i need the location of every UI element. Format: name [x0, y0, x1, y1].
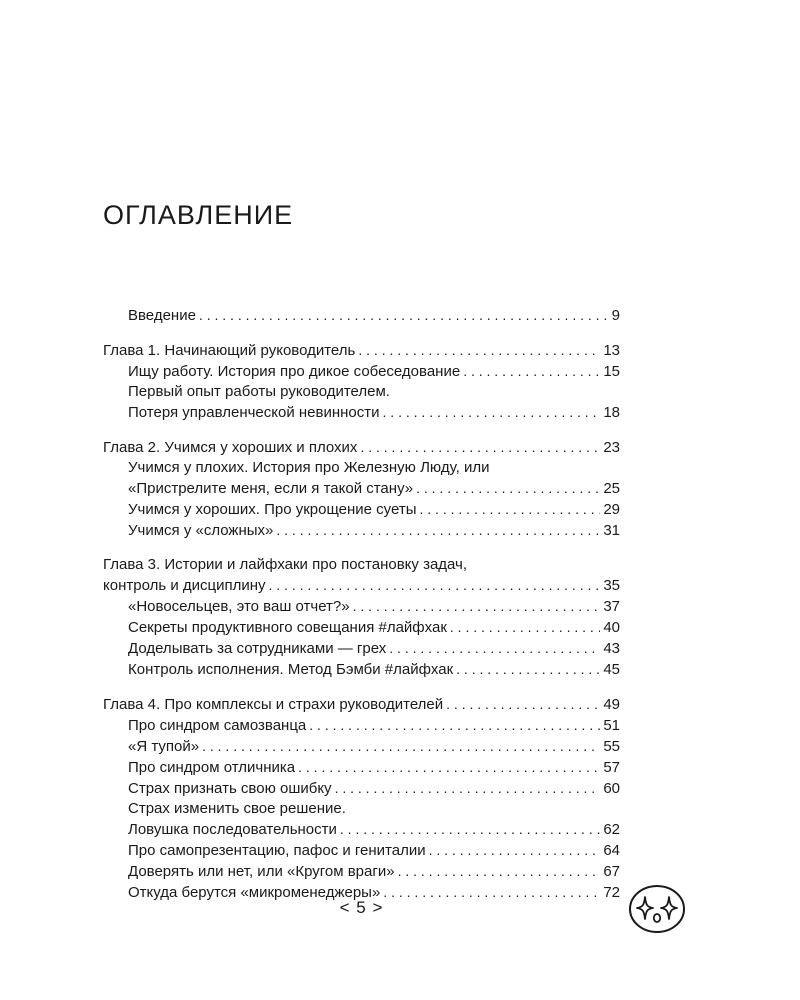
- toc-entry-line: Учимся у плохих. История про Железную Люду, или: [128, 459, 490, 476]
- toc-entry-title: Секреты продуктивного совещания #лайфхак: [128, 619, 447, 636]
- dot-leader: [389, 638, 600, 659]
- toc-subentry[interactable]: [103, 520, 620, 541]
- toc-page-number: 67: [603, 863, 620, 880]
- toc-page-number: 55: [603, 738, 620, 755]
- toc-entry-title: Глава 2. Учимся у хороших и плохих: [103, 439, 358, 456]
- toc-page-number: 37: [603, 598, 620, 615]
- toc-subentry[interactable]: [103, 840, 620, 861]
- toc-group: [103, 305, 620, 326]
- dot-leader: [276, 520, 600, 541]
- toc-chapter-entry[interactable]: [103, 575, 620, 596]
- dot-leader: [456, 659, 600, 680]
- toc-subentry[interactable]: [103, 402, 620, 423]
- toc-group: [103, 437, 620, 541]
- toc-page-number: 64: [603, 842, 620, 859]
- toc-entry-title: Глава 1. Начинающий руководитель: [103, 342, 356, 359]
- toc-page-number: 45: [603, 661, 620, 678]
- toc-entry-title: Учимся у «сложных»: [128, 522, 274, 539]
- toc-page-number: 31: [603, 522, 620, 539]
- toc-page-number: 51: [603, 717, 620, 734]
- toc-entry-line: Глава 3. Истории и лайфхаки про постановку задач,: [103, 556, 468, 573]
- toc-entry-title: Доверять или нет, или «Кругом враги»: [128, 863, 395, 880]
- toc-entry-title: «Пристрелите меня, если я такой стану»: [128, 480, 414, 497]
- toc-page-number: 72: [603, 884, 620, 901]
- dot-leader: [199, 305, 609, 326]
- toc-entry-title: контроль и дисциплину: [103, 577, 266, 594]
- toc-page-number: 29: [603, 501, 620, 518]
- sparkle-face-badge-icon: [627, 883, 687, 935]
- dot-leader: [463, 361, 600, 382]
- toc-page-number: 57: [603, 759, 620, 776]
- toc-subentry[interactable]: [103, 819, 620, 840]
- toc-entry-title: «Я тупой»: [128, 738, 200, 755]
- dot-leader: [340, 819, 600, 840]
- toc-subentry[interactable]: [103, 736, 620, 757]
- toc-entry-title: Глава 4. Про комплексы и страхи руководителей: [103, 696, 444, 713]
- toc-page-number: 35: [603, 577, 620, 594]
- toc-subentry[interactable]: [103, 305, 620, 326]
- toc-group: [103, 340, 620, 423]
- toc-page-number: 23: [603, 439, 620, 456]
- dot-leader: [298, 757, 600, 778]
- toc-chapter-entry[interactable]: [103, 437, 620, 458]
- toc-entry-title: Откуда берутся «микроменеджеры»: [128, 884, 381, 901]
- dot-leader: [416, 478, 600, 499]
- dot-leader: [202, 736, 600, 757]
- toc-entry-title: Про самопрезентацию, пафос и гениталии: [128, 842, 426, 859]
- toc-chapter-entry[interactable]: [103, 340, 620, 361]
- toc-subentry[interactable]: [103, 499, 620, 520]
- toc-entry-line: Первый опыт работы руководителем.: [128, 383, 390, 400]
- toc-entry-title: Ловушка последовательности: [128, 821, 337, 838]
- dot-leader: [420, 499, 601, 520]
- toc-subentry[interactable]: [103, 478, 620, 499]
- toc-entry-title: Доделывать за сотрудниками — грех: [128, 640, 387, 657]
- toc-subentry[interactable]: [103, 617, 620, 638]
- toc-entry-title: Учимся у хороших. Про укрощение суеты: [128, 501, 417, 518]
- dot-leader: [269, 575, 601, 596]
- dot-leader: [335, 778, 601, 799]
- dot-leader: [450, 617, 600, 638]
- dot-leader: [429, 840, 601, 861]
- toc-subentry[interactable]: [103, 659, 620, 680]
- dot-leader: [353, 596, 601, 617]
- toc-group: [103, 694, 620, 903]
- table-of-contents: [103, 305, 620, 917]
- dot-leader: [309, 715, 600, 736]
- dot-leader: [383, 402, 601, 423]
- toc-entry-line: Страх изменить свое решение.: [128, 800, 346, 817]
- toc-page-number: 60: [603, 780, 620, 797]
- toc-page-number: 62: [603, 821, 620, 838]
- toc-subentry[interactable]: [103, 861, 620, 882]
- dot-leader: [398, 861, 601, 882]
- toc-entry-title: Страх признать свою ошибку: [128, 780, 332, 797]
- toc-subentry[interactable]: [103, 596, 620, 617]
- page-title: ОГЛАВЛЕНИЕ: [103, 200, 294, 230]
- toc-subentry[interactable]: [103, 361, 620, 382]
- toc-page-number: 18: [603, 404, 620, 421]
- toc-entry-title: «Новосельцев, это ваш отчет?»: [128, 598, 350, 615]
- toc-group: [103, 555, 620, 680]
- toc-entry-title: Контроль исполнения. Метод Бэмби #лайфхак: [128, 661, 454, 678]
- toc-page-number: 15: [603, 363, 620, 380]
- toc-page-number: 43: [603, 640, 620, 657]
- dot-leader: [446, 694, 600, 715]
- toc-chapter-entry[interactable]: [103, 694, 620, 715]
- dot-leader: [358, 340, 600, 361]
- page-number: < 5 >: [339, 898, 384, 917]
- toc-entry-title: Потеря управленческой невинности: [128, 404, 380, 421]
- toc-page-number: 49: [603, 696, 620, 713]
- toc-subentry[interactable]: [103, 757, 620, 778]
- toc-page-number: 13: [603, 342, 620, 359]
- toc-entry-title: Введение: [128, 307, 196, 324]
- toc-page-number: 9: [611, 307, 620, 324]
- toc-subentry[interactable]: [103, 715, 620, 736]
- toc-page-number: 40: [603, 619, 620, 636]
- toc-page-number: 25: [603, 480, 620, 497]
- toc-entry-title: Про синдром отличника: [128, 759, 296, 776]
- toc-subentry[interactable]: [103, 638, 620, 659]
- dot-leader: [360, 437, 600, 458]
- toc-entry-title: Про синдром самозванца: [128, 717, 307, 734]
- toc-entry-title: Ищу работу. История про дикое собеседование: [128, 363, 461, 380]
- toc-subentry[interactable]: [103, 778, 620, 799]
